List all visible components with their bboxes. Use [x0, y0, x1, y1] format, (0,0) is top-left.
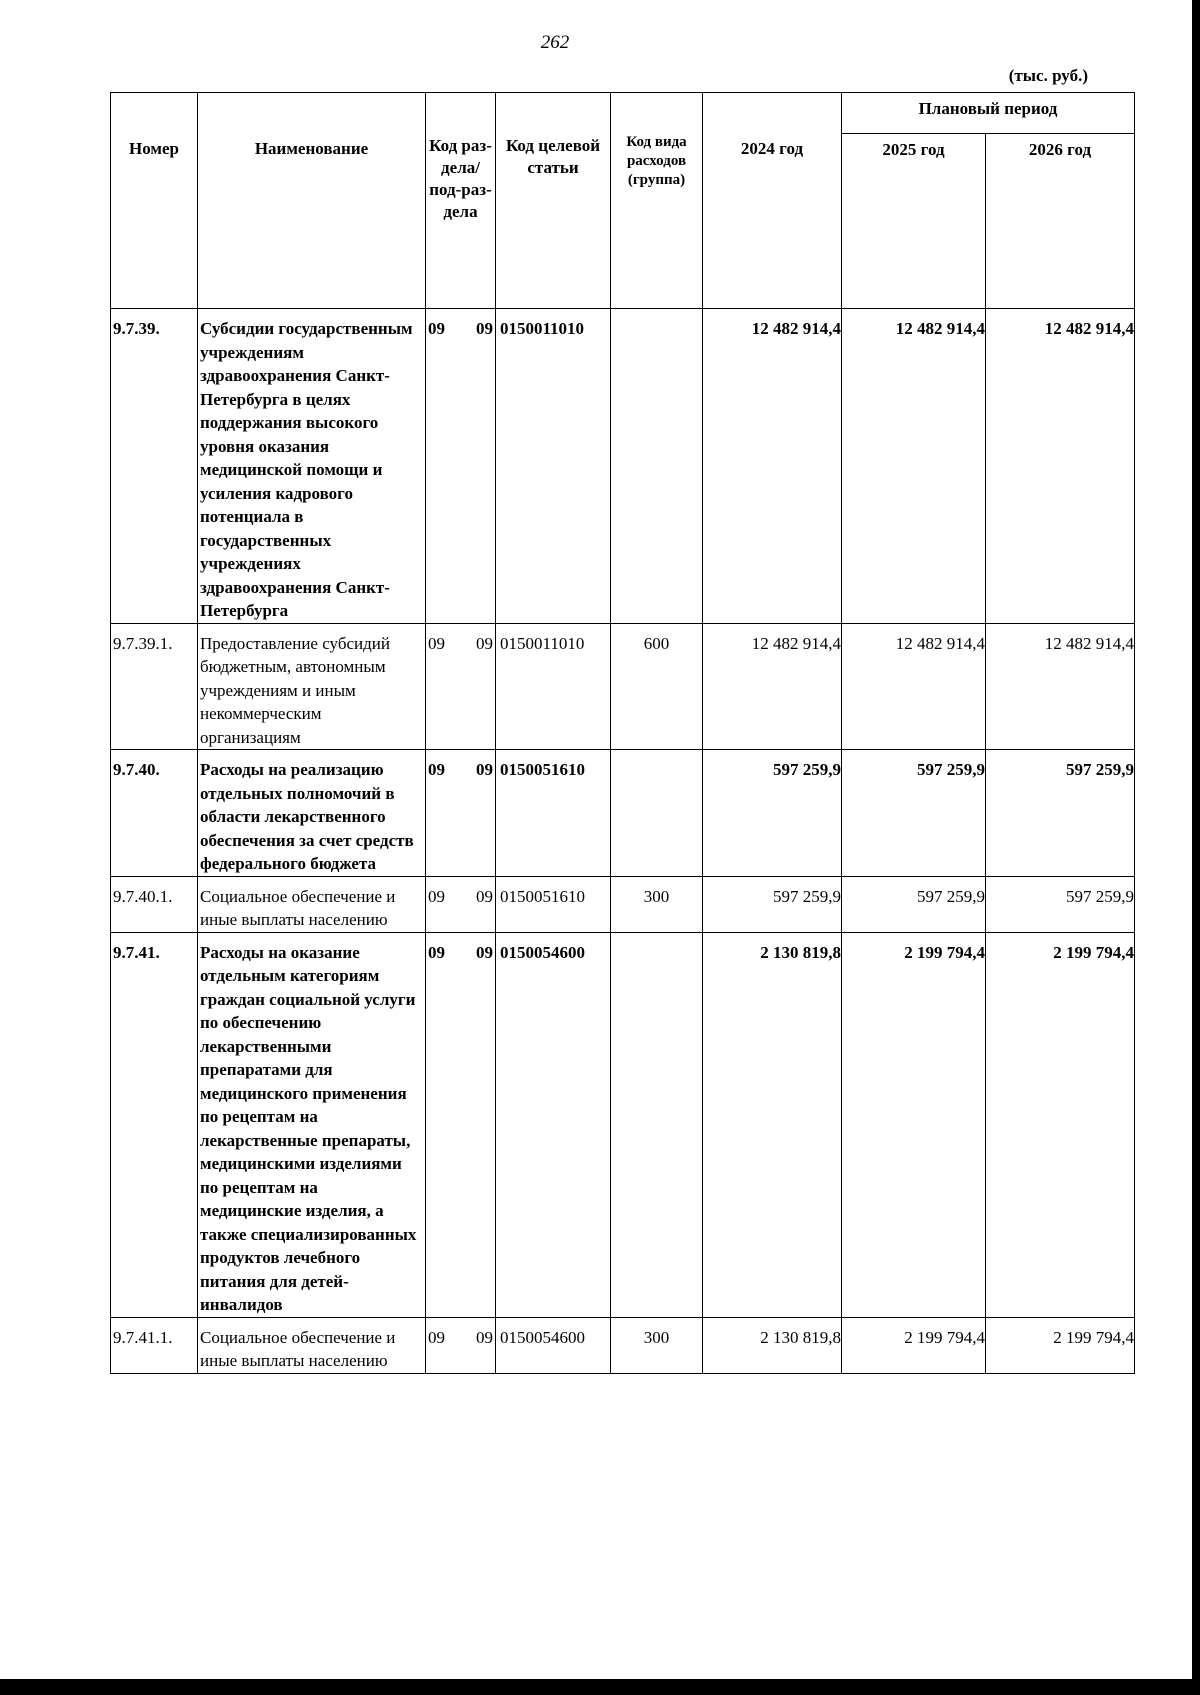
row-amount-2026: 2 199 794,4: [986, 932, 1135, 1317]
row-amount-2026: 597 259,9: [986, 750, 1135, 877]
header-expense-type: Код вида расходов (группа): [611, 93, 703, 309]
row-number: 9.7.40.1.: [111, 876, 198, 932]
row-amount-2024: 597 259,9: [703, 876, 842, 932]
table-row: [111, 623, 1135, 750]
row-subsection: 09: [476, 1327, 493, 1347]
header-year-2024: 2024 год: [703, 93, 842, 309]
row-name: Социальное обеспечение и иные выплаты населению: [198, 1317, 426, 1373]
row-section-code: [426, 932, 496, 1317]
row-expense-type: 300: [611, 876, 703, 932]
row-subsection: 09: [476, 319, 493, 338]
row-amount-2026: 2 199 794,4: [986, 1317, 1135, 1373]
row-amount-2025: 12 482 914,4: [842, 309, 986, 624]
row-amount-2025: 12 482 914,4: [842, 623, 986, 750]
row-target-code: 0150051610: [496, 750, 611, 877]
row-section-code: [426, 309, 496, 624]
row-target-code: 0150054600: [496, 932, 611, 1317]
row-section: 09: [428, 1327, 445, 1347]
row-section-code: [426, 623, 496, 750]
row-number: 9.7.41.: [111, 932, 198, 1317]
row-amount-2025: 597 259,9: [842, 876, 986, 932]
row-amount-2024: 12 482 914,4: [703, 309, 842, 624]
scan-edge-bottom: [0, 1679, 1200, 1695]
row-section-code: [426, 750, 496, 877]
row-section-code: [426, 876, 496, 932]
row-expense-type: 600: [611, 623, 703, 750]
row-amount-2024: 12 482 914,4: [703, 623, 842, 750]
row-section: 09: [428, 886, 445, 906]
row-subsection: 09: [476, 633, 493, 653]
row-amount-2025: 2 199 794,4: [842, 1317, 986, 1373]
header-planned-period: Плановый период: [842, 93, 1135, 134]
row-section: 09: [428, 760, 445, 779]
row-amount-2026: 12 482 914,4: [986, 309, 1135, 624]
row-expense-type: [611, 750, 703, 877]
row-target-code: 0150054600: [496, 1317, 611, 1373]
table-row: [111, 932, 1135, 1317]
header-section-code: Код раз-дела/ под-раз-дела: [426, 93, 496, 309]
row-name: Предоставление субсидий бюджетным, автономным учреждениям и иным некоммерческим организациям: [198, 623, 426, 750]
scan-edge-right: [1192, 0, 1200, 1695]
row-name: Социальное обеспечение и иные выплаты населению: [198, 876, 426, 932]
row-target-code: 0150051610: [496, 876, 611, 932]
row-amount-2026: 12 482 914,4: [986, 623, 1135, 750]
row-section: 09: [428, 319, 445, 338]
header-year-2026: 2026 год: [986, 134, 1135, 309]
header-year-2025: 2025 год: [842, 134, 986, 309]
table-row: [111, 750, 1135, 877]
row-amount-2024: 2 130 819,8: [703, 932, 842, 1317]
row-subsection: 09: [476, 760, 493, 779]
row-target-code: 0150011010: [496, 309, 611, 624]
row-section-code: [426, 1317, 496, 1373]
row-amount-2025: 597 259,9: [842, 750, 986, 877]
table-row: [111, 1317, 1135, 1373]
row-expense-type: 300: [611, 1317, 703, 1373]
header-name: Наименование: [198, 93, 426, 309]
row-amount-2024: 2 130 819,8: [703, 1317, 842, 1373]
row-amount-2024: 597 259,9: [703, 750, 842, 877]
table-row: [111, 309, 1135, 624]
row-number: 9.7.39.1.: [111, 623, 198, 750]
page-number: 262: [540, 32, 570, 53]
row-name: Расходы на реализацию отдельных полномочий в области лекарственного обеспечения за счет средств федерального бюджета: [198, 750, 426, 877]
header-target-code: Код целевой статьи: [496, 93, 611, 309]
row-section: 09: [428, 942, 445, 962]
budget-table: [110, 92, 1135, 1374]
row-name: Субсидии государственным учреждениям здравоохранения Санкт-Петербурга в целях поддержания высокого уровня оказания медицинской помощи и усиления кадрового потенциала в государственных учреждениях здравоохранения Санкт-Петербурга: [198, 309, 426, 624]
header-number: Номер: [111, 93, 198, 309]
row-subsection: 09: [476, 942, 493, 962]
row-name: Расходы на оказание отдельным категориям граждан социальной услуги по обеспечению лекарственными препаратами для медицинского применения по рецептам на лекарственные препараты, медицинскими изделиями по рецептам на медицинские изделия, а также специализированных продуктов лечебного питания для детей-инвалидов: [198, 932, 426, 1317]
row-number: 9.7.41.1.: [111, 1317, 198, 1373]
row-expense-type: [611, 309, 703, 624]
row-subsection: 09: [476, 886, 493, 906]
units-label: (тыс. руб.): [1008, 66, 1088, 85]
row-section: 09: [428, 633, 445, 653]
row-expense-type: [611, 932, 703, 1317]
table-row: [111, 876, 1135, 932]
row-target-code: 0150011010: [496, 623, 611, 750]
row-number: 9.7.40.: [111, 750, 198, 877]
row-amount-2025: 2 199 794,4: [842, 932, 986, 1317]
row-number: 9.7.39.: [111, 309, 198, 624]
row-amount-2026: 597 259,9: [986, 876, 1135, 932]
